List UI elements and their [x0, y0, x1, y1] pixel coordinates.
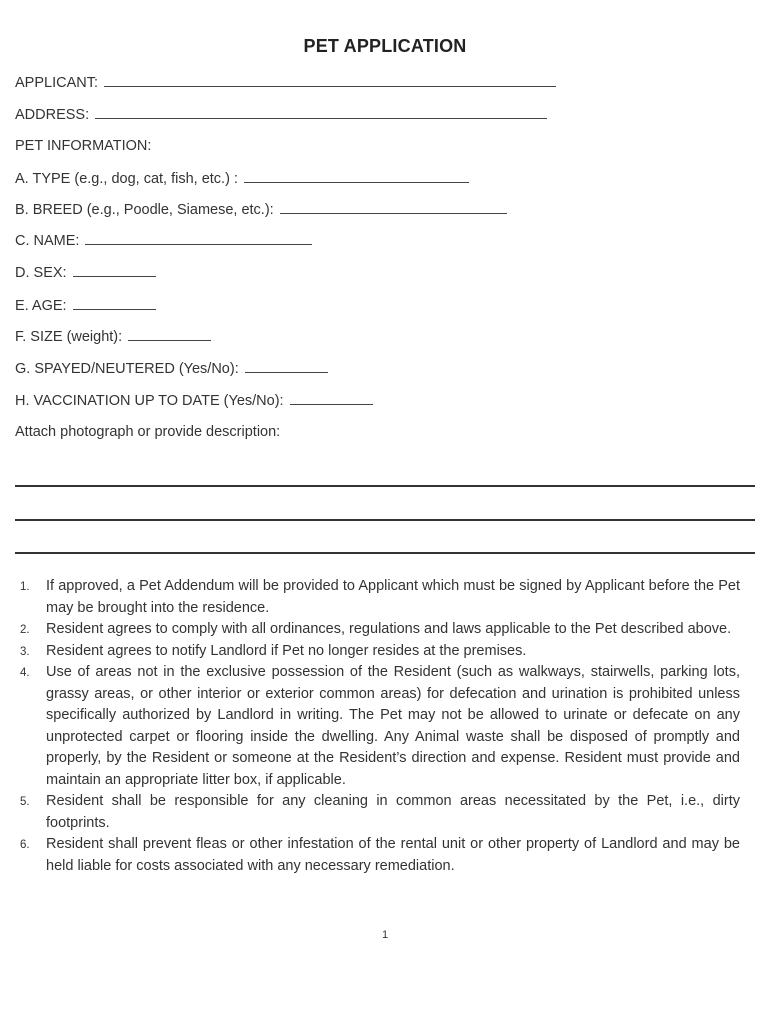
name-blank[interactable]: [85, 232, 312, 245]
description-line-1[interactable]: [15, 485, 755, 487]
name-label: C. NAME:: [15, 233, 80, 249]
spayed-field: [15, 360, 328, 377]
vaccination-field: [15, 392, 373, 409]
address-field: [15, 106, 547, 123]
type-label: A. TYPE (e.g., dog, cat, fish, etc.) :: [15, 171, 238, 187]
terms-item-number: 3.: [20, 645, 30, 658]
address-blank[interactable]: [95, 106, 547, 119]
size-field: [15, 328, 211, 345]
age-label: E. AGE:: [15, 298, 67, 314]
type-field: [15, 170, 469, 187]
attach-instruction: [15, 424, 280, 440]
breed-blank[interactable]: [280, 201, 507, 214]
breed-field: [15, 201, 507, 218]
name-field: [15, 232, 312, 249]
sex-blank[interactable]: [73, 264, 156, 277]
sex-label: D. SEX:: [15, 265, 67, 281]
type-blank[interactable]: [244, 170, 469, 183]
terms-item-number: 6.: [20, 839, 30, 851]
terms-item: [20, 834, 740, 877]
description-line-3[interactable]: [15, 552, 755, 554]
address-label: ADDRESS:: [15, 107, 90, 123]
terms-item: [20, 641, 740, 663]
vaccination-label: H. VACCINATION UP TO DATE (Yes/No):: [15, 393, 284, 409]
applicant-label: APPLICANT:: [15, 75, 98, 91]
applicant-blank[interactable]: [104, 74, 556, 87]
terms-item: [20, 619, 740, 641]
terms-list: [20, 576, 740, 877]
terms-item-text: Resident shall be responsible for any cleaning in common areas necessitated by the Pet, i.e., dirty footprints.: [46, 793, 740, 831]
page-title: PET APPLICATION: [303, 36, 467, 56]
terms-item-text: Resident agrees to comply with all ordinances, regulations and laws applicable to the Pet described above.: [46, 621, 732, 637]
terms-item: [20, 662, 740, 791]
terms-item-text: Use of areas not in the exclusive possession of the Resident (such as walkways, stairwells, parking lots, grassy areas, or other interior or exterior common areas) for defecation and urination is prohibited unless specifically authorized by Landlord in writing. The Pet may not be allowed to urinate or defecate on any unprotected carpet or flooring inside the dwelling. Any Animal waste shall be disposed of promptly and properly, by the Resident or someone at the Resident’s direction and expense. Resident must provide and maintain an appropriate litter box, if applicable.: [46, 664, 740, 788]
vaccination-blank[interactable]: [290, 392, 373, 405]
description-line-2[interactable]: [15, 519, 755, 521]
terms-item-text: Resident shall prevent fleas or other infestation of the rental unit or other property of Landlord and may be held liable for costs associated with any necessary remediation.: [46, 836, 740, 874]
terms-item: [20, 576, 740, 619]
pet-information-label: PET INFORMATION:: [15, 138, 152, 154]
terms-item-text: Resident agrees to notify Landlord if Pet no longer resides at the premises.: [46, 642, 527, 659]
spayed-label: G. SPAYED/NEUTERED (Yes/No):: [15, 361, 239, 377]
terms-item-number: 1.: [20, 581, 30, 593]
attach-label: Attach photograph or provide description:: [15, 424, 281, 440]
age-blank[interactable]: [73, 297, 156, 310]
applicant-field: [15, 74, 556, 91]
age-field: [15, 297, 156, 314]
page-number: 1: [381, 929, 389, 941]
terms-item-number: 2.: [20, 624, 30, 636]
sex-field: [15, 264, 156, 281]
size-blank[interactable]: [128, 328, 211, 341]
pet-information-heading: [15, 138, 151, 154]
terms-item-number: 5.: [20, 796, 30, 808]
breed-label: B. BREED (e.g., Poodle, Siamese, etc.):: [15, 202, 274, 218]
terms-item: [20, 791, 740, 834]
spayed-blank[interactable]: [245, 360, 328, 373]
terms-item-text: If approved, a Pet Addendum will be provided to Applicant which must be signed by Applicant before the Pet may be brought into the residence.: [46, 578, 740, 616]
terms-item-number: 4.: [20, 667, 30, 679]
size-label: F. SIZE (weight):: [15, 329, 123, 345]
